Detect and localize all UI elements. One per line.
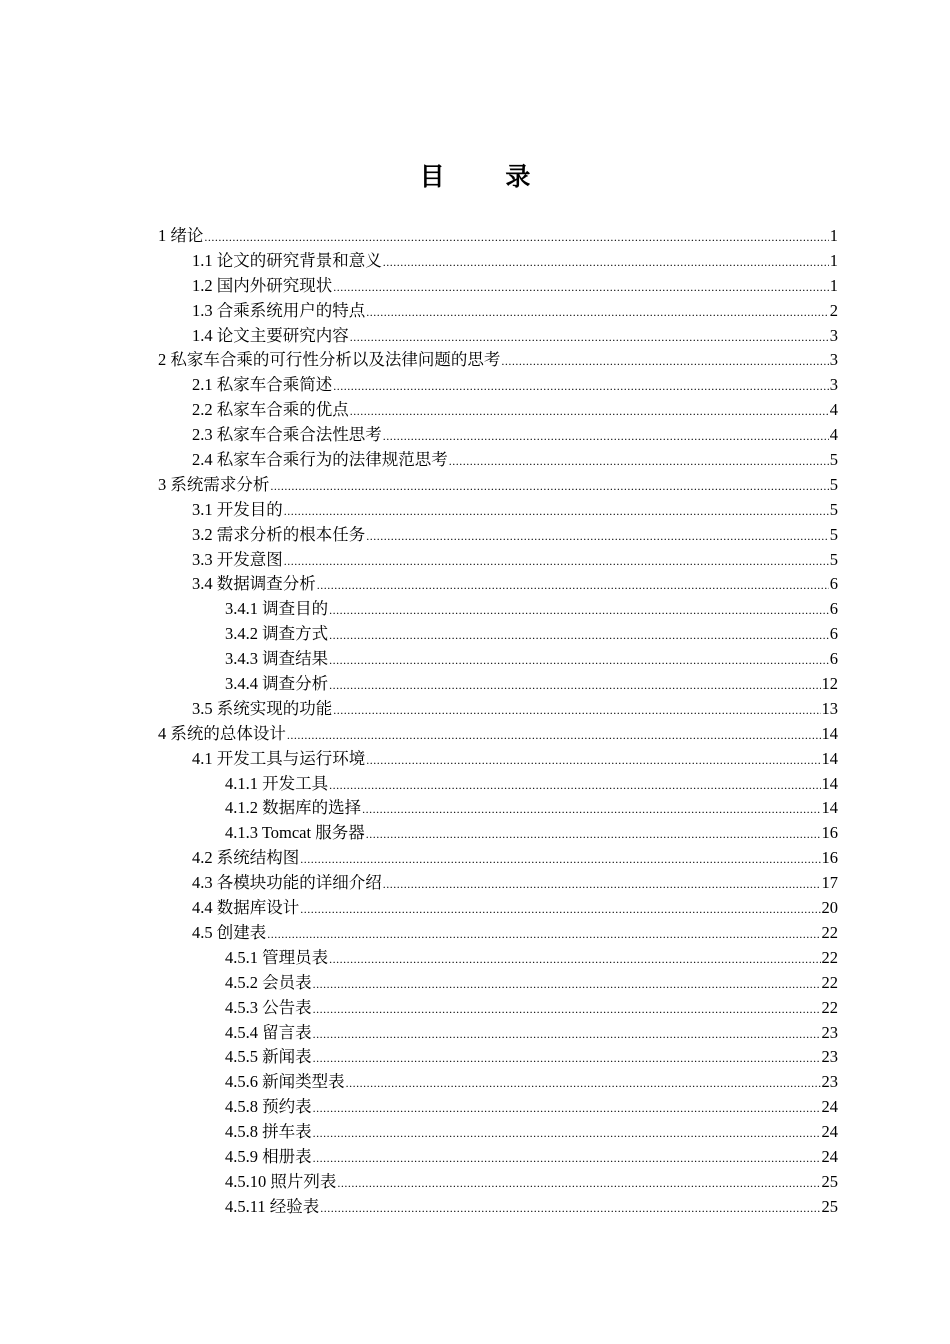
- toc-entry-label: 1.1 论文的研究背景和意义: [192, 250, 382, 270]
- toc-entry[interactable]: [158, 249, 838, 274]
- toc-dot-leader: [337, 1171, 820, 1196]
- toc-entry[interactable]: [158, 448, 838, 473]
- toc-entry[interactable]: [158, 747, 838, 772]
- toc-entry-label: 3.2 需求分析的根本任务: [192, 524, 366, 544]
- toc-entry-page: 22: [821, 922, 838, 942]
- toc-entry-page: 3: [829, 350, 838, 370]
- toc-dot-leader: [333, 698, 820, 723]
- toc-dot-leader: [383, 250, 829, 275]
- toc-dot-leader: [383, 872, 821, 897]
- toc-dot-leader: [362, 797, 820, 822]
- toc-entry-page: 24: [821, 1097, 838, 1117]
- toc-entry-page: 5: [829, 450, 838, 470]
- toc-entry[interactable]: [158, 1021, 838, 1046]
- toc-entry-page: 23: [821, 1072, 838, 1092]
- toc-entry-label: 4.5.6 新闻类型表: [225, 1072, 345, 1092]
- toc-entry[interactable]: [158, 946, 838, 971]
- table-of-contents: [158, 224, 838, 1220]
- toc-entry[interactable]: [158, 473, 838, 498]
- toc-entry-page: 4: [829, 425, 838, 445]
- toc-entry-label: 4.1.3 Tomcat 服务器: [225, 823, 365, 843]
- toc-entry-page: 22: [821, 997, 838, 1017]
- toc-dot-leader: [329, 598, 829, 623]
- toc-entry[interactable]: [158, 821, 838, 846]
- toc-entry-label: 4.5 创建表: [192, 922, 267, 942]
- toc-entry[interactable]: [158, 672, 838, 697]
- toc-dot-leader: [204, 225, 828, 250]
- toc-entry[interactable]: [158, 1070, 838, 1095]
- toc-entry-page: 16: [821, 823, 838, 843]
- toc-entry-page: 1: [829, 275, 838, 295]
- toc-entry-page: 14: [821, 723, 838, 743]
- toc-entry[interactable]: [158, 871, 838, 896]
- toc-dot-leader: [313, 1121, 821, 1146]
- toc-dot-leader: [320, 1196, 820, 1221]
- toc-entry-label: 2.1 私家车合乘简述: [192, 375, 333, 395]
- page-title: 目 录: [419, 162, 557, 191]
- toc-entry-page: 22: [821, 947, 838, 967]
- toc-entry-page: 3: [829, 325, 838, 345]
- toc-dot-leader: [333, 275, 829, 300]
- toc-dot-leader: [366, 822, 821, 847]
- toc-dot-leader: [313, 972, 821, 997]
- toc-entry-label: 3.5 系统实现的功能: [192, 698, 333, 718]
- toc-entry[interactable]: [158, 1195, 838, 1220]
- toc-entry-label: 4 系统的总体设计: [158, 723, 286, 743]
- toc-dot-leader: [366, 748, 820, 773]
- toc-entry-label: 2 私家车合乘的可行性分析以及法律问题的思考: [158, 350, 501, 370]
- toc-entry-label: 4.5.8 拼车表: [225, 1122, 312, 1142]
- toc-entry[interactable]: [158, 996, 838, 1021]
- toc-entry-page: 17: [821, 873, 838, 893]
- toc-dot-leader: [284, 499, 829, 524]
- toc-entry-page: 12: [821, 674, 838, 694]
- toc-entry-label: 1.3 合乘系统用户的特点: [192, 300, 366, 320]
- toc-entry-label: 4.5.9 相册表: [225, 1146, 312, 1166]
- toc-entry[interactable]: [158, 697, 838, 722]
- toc-entry-label: 4.5.4 留言表: [225, 1022, 312, 1042]
- toc-entry[interactable]: [158, 597, 838, 622]
- toc-entry[interactable]: [158, 274, 838, 299]
- toc-entry-label: 2.3 私家车合乘合法性思考: [192, 425, 382, 445]
- toc-dot-leader: [329, 673, 820, 698]
- toc-entry-page: 13: [821, 698, 838, 718]
- toc-dot-leader: [350, 325, 829, 350]
- toc-entry[interactable]: [158, 1120, 838, 1145]
- toc-dot-leader: [287, 723, 821, 748]
- toc-entry[interactable]: [158, 1145, 838, 1170]
- toc-dot-leader: [300, 847, 820, 872]
- toc-entry[interactable]: [158, 373, 838, 398]
- toc-entry-label: 2.4 私家车合乘行为的法律规范思考: [192, 450, 448, 470]
- toc-entry-label: 4.5.1 管理员表: [225, 947, 329, 967]
- toc-dot-leader: [329, 648, 829, 673]
- toc-entry[interactable]: [158, 896, 838, 921]
- toc-entry-label: 4.5.5 新闻表: [225, 1047, 312, 1067]
- toc-entry-page: 1: [829, 226, 838, 245]
- toc-entry-label: 3.4.3 调查结果: [225, 649, 329, 669]
- toc-entry[interactable]: [158, 622, 838, 647]
- toc-dot-leader: [284, 549, 829, 574]
- toc-entry[interactable]: [158, 796, 838, 821]
- toc-dot-leader: [300, 897, 820, 922]
- toc-dot-leader: [313, 997, 821, 1022]
- toc-entry-label: 3 系统需求分析: [158, 474, 270, 494]
- toc-dot-leader: [267, 922, 820, 947]
- toc-entry-label: 2.2 私家车合乘的优点: [192, 400, 349, 420]
- toc-dot-leader: [313, 1022, 821, 1047]
- toc-entry-page: 24: [821, 1122, 838, 1142]
- toc-entry-page: 2: [829, 300, 838, 320]
- toc-entry-page: 6: [829, 574, 838, 594]
- toc-dot-leader: [333, 374, 829, 399]
- toc-entry[interactable]: [158, 772, 838, 797]
- toc-entry-label: 4.1.1 开发工具: [225, 773, 329, 793]
- toc-entry-label: 3.4.4 调查分析: [225, 674, 329, 694]
- toc-entry-page: 5: [829, 499, 838, 519]
- toc-entry-page: 16: [821, 848, 838, 868]
- toc-entry-page: 5: [829, 474, 838, 494]
- toc-dot-leader: [383, 424, 829, 449]
- toc-entry-label: 4.5.2 会员表: [225, 972, 312, 992]
- toc-entry-label: 1.2 国内外研究现状: [192, 275, 333, 295]
- toc-entry[interactable]: [158, 423, 838, 448]
- toc-entry-page: 25: [821, 1171, 838, 1191]
- toc-entry-page: 24: [821, 1146, 838, 1166]
- toc-entry-label: 3.3 开发意图: [192, 549, 283, 569]
- toc-entry-page: 6: [829, 599, 838, 619]
- toc-entry[interactable]: [158, 224, 838, 249]
- toc-entry[interactable]: [158, 324, 838, 349]
- toc-entry[interactable]: [158, 1095, 838, 1120]
- toc-entry-page: 23: [821, 1022, 838, 1042]
- toc-entry-page: 25: [821, 1196, 838, 1216]
- toc-entry[interactable]: [158, 523, 838, 548]
- toc-entry-page: 20: [821, 898, 838, 918]
- toc-entry[interactable]: [158, 647, 838, 672]
- toc-entry[interactable]: [158, 846, 838, 871]
- toc-dot-leader: [449, 449, 829, 474]
- toc-entry-label: 4.5.11 经验表: [225, 1196, 320, 1216]
- toc-entry-page: 4: [829, 400, 838, 420]
- toc-entry-label: 3.4 数据调查分析: [192, 574, 316, 594]
- toc-entry-label: 4.5.10 照片列表: [225, 1171, 337, 1191]
- toc-entry-page: 23: [821, 1047, 838, 1067]
- toc-entry-page: 6: [829, 649, 838, 669]
- toc-entry-label: 3.1 开发目的: [192, 499, 283, 519]
- toc-dot-leader: [501, 349, 828, 374]
- toc-dot-leader: [270, 474, 828, 499]
- toc-entry-label: 4.2 系统结构图: [192, 848, 300, 868]
- toc-entry[interactable]: [158, 348, 838, 373]
- toc-entry-page: 14: [821, 773, 838, 793]
- toc-entry-page: 14: [821, 798, 838, 818]
- toc-entry-label: 4.3 各模块功能的详细介绍: [192, 873, 382, 893]
- toc-entry[interactable]: [158, 498, 838, 523]
- toc-entry[interactable]: [158, 398, 838, 423]
- toc-entry-page: 1: [829, 250, 838, 270]
- toc-entry[interactable]: [158, 971, 838, 996]
- toc-dot-leader: [329, 773, 820, 798]
- toc-entry-label: 4.5.3 公告表: [225, 997, 312, 1017]
- toc-entry[interactable]: [158, 548, 838, 573]
- toc-entry-label: 3.4.1 调查目的: [225, 599, 329, 619]
- toc-entry-label: 4.1 开发工具与运行环境: [192, 748, 366, 768]
- toc-entry[interactable]: [158, 1170, 838, 1195]
- toc-entry-label: 3.4.2 调查方式: [225, 624, 329, 644]
- toc-dot-leader: [313, 1146, 821, 1171]
- toc-entry[interactable]: [158, 572, 838, 597]
- toc-entry[interactable]: [158, 299, 838, 324]
- toc-dot-leader: [366, 300, 829, 325]
- toc-dot-leader: [329, 623, 829, 648]
- toc-entry-label: 1.4 论文主要研究内容: [192, 325, 349, 345]
- toc-dot-leader: [366, 524, 829, 549]
- toc-dot-leader: [329, 947, 820, 972]
- toc-entry[interactable]: [158, 921, 838, 946]
- toc-entry-label: 4.1.2 数据库的选择: [225, 798, 362, 818]
- toc-entry[interactable]: [158, 1045, 838, 1070]
- toc-entry-page: 5: [829, 524, 838, 544]
- toc-dot-leader: [350, 399, 829, 424]
- toc-entry[interactable]: [158, 722, 838, 747]
- toc-entry-label: 1 绪论: [158, 226, 204, 245]
- toc-entry-page: 14: [821, 748, 838, 768]
- toc-entry-page: 22: [821, 972, 838, 992]
- toc-entry-page: 5: [829, 549, 838, 569]
- toc-dot-leader: [346, 1071, 821, 1096]
- toc-entry-label: 4.4 数据库设计: [192, 898, 300, 918]
- toc-entry-page: 6: [829, 624, 838, 644]
- toc-entry-label: 4.5.8 预约表: [225, 1097, 312, 1117]
- toc-dot-leader: [313, 1096, 821, 1121]
- toc-dot-leader: [313, 1046, 821, 1071]
- toc-entry-page: 3: [829, 375, 838, 395]
- toc-dot-leader: [317, 573, 829, 598]
